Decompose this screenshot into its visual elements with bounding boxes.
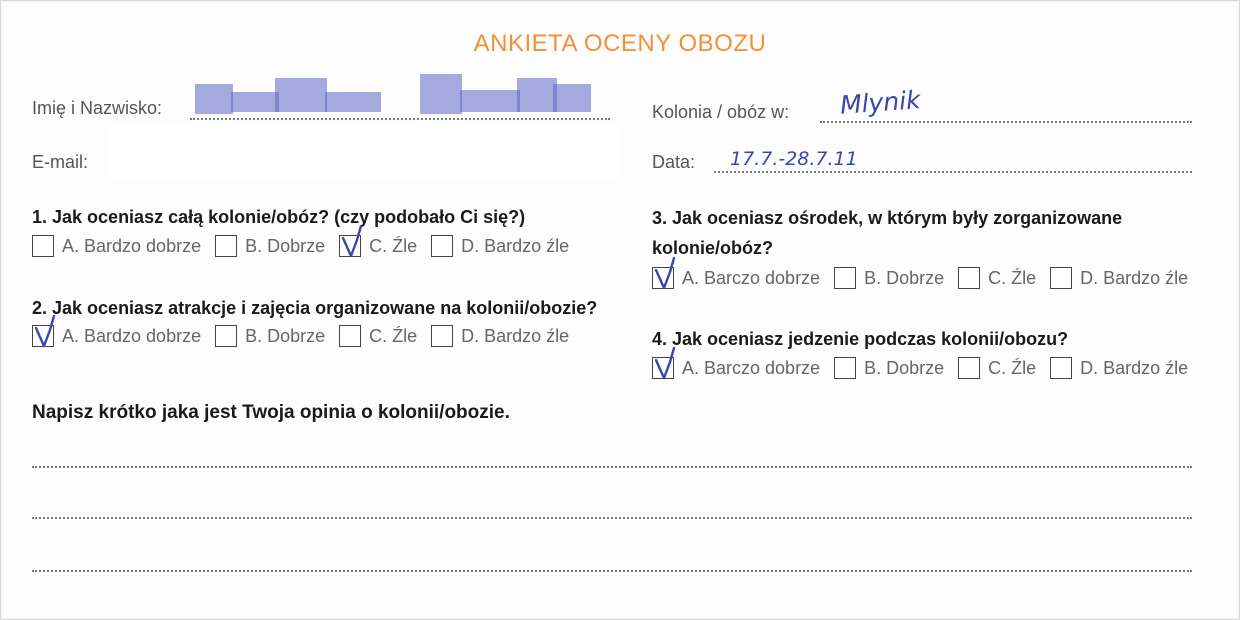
camp-handwriting[interactable]: Mlynik [839, 85, 922, 120]
option-label: D. Bardzo źle [461, 235, 570, 256]
question-1-options [32, 235, 583, 257]
name-label: Imię i Nazwisko: [32, 98, 163, 118]
checkbox[interactable] [958, 357, 980, 379]
question-2-text: 2. Jak oceniasz atrakcje i zajęcia organizowane na kolonii/obozie? [32, 298, 598, 318]
opinion-prompt: Napisz krótko jaka jest Twoja opinia o kolonii/obozie. [32, 402, 510, 423]
date-dotted-line [714, 171, 1192, 173]
checkbox[interactable] [834, 267, 856, 289]
question-3-option[interactable] [652, 267, 820, 289]
checkbox[interactable] [652, 267, 674, 289]
question-2-option[interactable] [339, 325, 417, 347]
option-label: D. Bardzo źle [1080, 267, 1189, 288]
checkbox[interactable] [958, 267, 980, 289]
question-2-option[interactable] [215, 325, 325, 347]
checkbox[interactable] [1050, 267, 1072, 289]
option-label: C. Źle [988, 357, 1037, 378]
question-1-option[interactable] [32, 235, 201, 257]
checkbox[interactable] [215, 235, 237, 257]
question-3-line-2: kolonie/obóz? [652, 238, 773, 258]
question-3-option[interactable] [1050, 267, 1188, 289]
question-4-option[interactable] [652, 357, 820, 379]
option-label: C. Źle [369, 325, 418, 346]
handwritten-check-icon [32, 314, 60, 348]
opinion-line-3[interactable] [32, 570, 1192, 572]
date-handwriting[interactable]: 17.7.-28.7.11 [730, 148, 858, 170]
opinion-line-1[interactable] [32, 466, 1192, 468]
option-label: C. Źle [369, 235, 418, 256]
camp-label: Kolonia / obóz w: [652, 102, 790, 122]
question-2-option[interactable] [32, 325, 201, 347]
handwritten-check-icon [652, 346, 680, 380]
handwritten-check-icon [339, 224, 367, 258]
option-label: A. Barczo dobrze [682, 267, 821, 288]
option-label: B. Dobrze [864, 357, 945, 378]
question-4-text: 4. Jak oceniasz jedzenie podczas kolonii/obozu? [652, 329, 1069, 349]
question-3-options [652, 267, 1202, 289]
option-label: B. Dobrze [864, 267, 945, 288]
name-redacted-handwriting[interactable] [195, 70, 595, 126]
option-label: B. Dobrze [245, 235, 326, 256]
option-label: D. Bardzo źle [1080, 357, 1189, 378]
question-4-option[interactable] [834, 357, 944, 379]
question-2-option[interactable] [431, 325, 569, 347]
option-label: A. Barczo dobrze [682, 357, 821, 378]
question-4-option[interactable] [1050, 357, 1188, 379]
option-label: D. Bardzo źle [461, 325, 570, 346]
checkbox[interactable] [32, 325, 54, 347]
checkbox[interactable] [652, 357, 674, 379]
checkbox[interactable] [834, 357, 856, 379]
question-1-text: 1. Jak oceniasz całą kolonie/obóz? (czy podobało Ci się?) [32, 207, 526, 227]
handwritten-check-icon [652, 256, 680, 290]
checkbox[interactable] [339, 235, 361, 257]
question-3-text [652, 203, 1122, 263]
question-4-option[interactable] [958, 357, 1036, 379]
date-label: Data: [652, 152, 696, 172]
option-label: C. Źle [988, 267, 1037, 288]
camp-dotted-line [820, 121, 1192, 123]
checkbox[interactable] [431, 235, 453, 257]
survey-title: ANKIETA OCENY OBOZU [473, 30, 767, 57]
checkbox[interactable] [215, 325, 237, 347]
checkbox[interactable] [1050, 357, 1072, 379]
checkbox[interactable] [32, 235, 54, 257]
email-field-redacted[interactable] [108, 126, 620, 178]
question-4-options [652, 357, 1202, 379]
option-label: A. Bardzo dobrze [62, 235, 202, 256]
question-1-option[interactable] [339, 235, 417, 257]
option-label: A. Bardzo dobrze [62, 325, 202, 346]
question-1-option[interactable] [215, 235, 325, 257]
checkbox[interactable] [431, 325, 453, 347]
email-label: E-mail: [32, 152, 89, 172]
option-label: B. Dobrze [245, 325, 326, 346]
opinion-line-2[interactable] [32, 517, 1192, 519]
question-1-option[interactable] [431, 235, 569, 257]
question-3-line-1: 3. Jak oceniasz ośrodek, w którym były zorganizowane [652, 208, 1123, 228]
question-2-options [32, 325, 583, 347]
checkbox[interactable] [339, 325, 361, 347]
question-3-option[interactable] [958, 267, 1036, 289]
question-3-option[interactable] [834, 267, 944, 289]
